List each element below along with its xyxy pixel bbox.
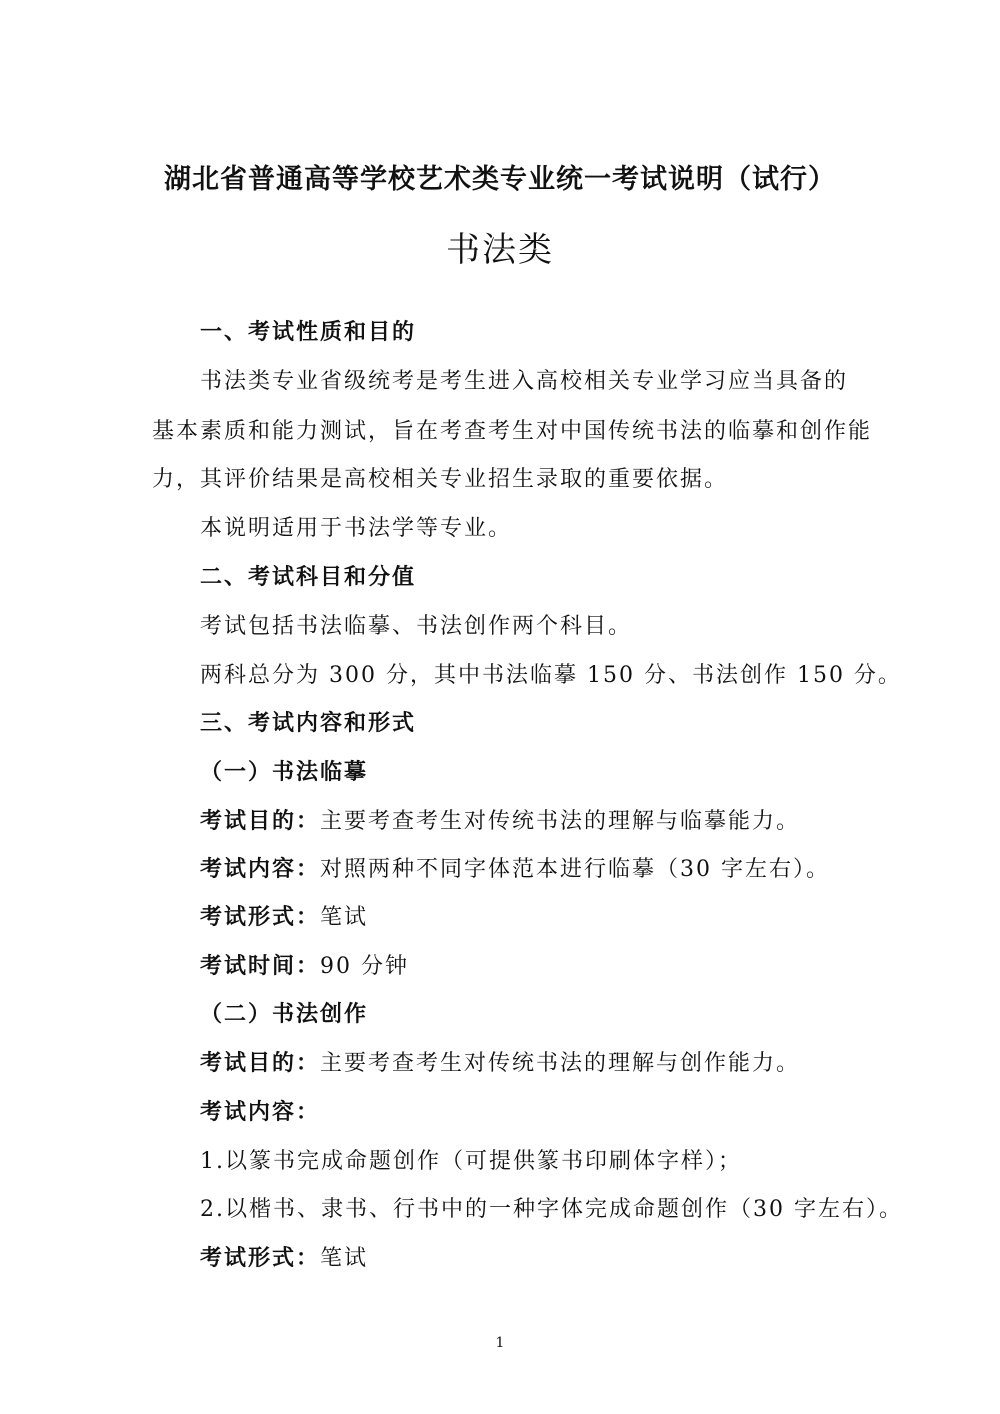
content-label: 考试内容： <box>200 857 321 882</box>
subsection-1-form <box>200 903 368 933</box>
purpose-value: 主要考查考生对传统书法的理解与临摹能力。 <box>320 809 801 834</box>
time-value: 90 分钟 <box>320 954 410 979</box>
page-number: 1 <box>495 1335 505 1351</box>
content-value: 对照两种不同字体范本进行临摹（30 字左右）。 <box>320 857 831 882</box>
subsection-2-heading: （二）书法创作 <box>200 1002 369 1027</box>
section-1-heading: 一、考试性质和目的 <box>200 320 417 345</box>
subsection-2-content-label: 考试内容： <box>200 1100 321 1125</box>
form-value: 笔试 <box>320 905 369 930</box>
form-value: 笔试 <box>320 1246 369 1271</box>
page-subtitle: 书法类 <box>446 230 554 270</box>
purpose-label: 考试目的： <box>200 809 321 834</box>
purpose-value: 主要考查考生对传统书法的理解与创作能力。 <box>320 1051 801 1076</box>
subsection-1-content <box>200 855 830 885</box>
section-1-paragraph-line: 基本素质和能力测试，旨在考查考生对中国传统书法的临摹和创作能 <box>152 419 873 444</box>
form-label: 考试形式： <box>200 905 321 930</box>
section-1-scope-paragraph: 本说明适用于书法学等专业。 <box>200 516 513 541</box>
purpose-label: 考试目的： <box>200 1051 321 1076</box>
subsection-2-content-item: 2.以楷书、隶书、行书中的一种字体完成命题创作（30 字左右）。 <box>200 1197 903 1222</box>
subsection-2-content-item: 1.以篆书完成命题创作（可提供篆书印刷体字样）； <box>200 1149 742 1174</box>
section-2-paragraph: 两科总分为 300 分，其中书法临摹 150 分、书法创作 150 分。 <box>200 663 902 688</box>
form-label: 考试形式： <box>200 1246 321 1271</box>
subsection-2-purpose <box>200 1049 800 1079</box>
subsection-1-purpose <box>200 807 800 837</box>
section-2-heading: 二、考试科目和分值 <box>200 565 417 590</box>
page-title: 湖北省普通高等学校艺术类专业统一考试说明（试行） <box>164 164 836 195</box>
time-label: 考试时间： <box>200 954 321 979</box>
section-3-heading: 三、考试内容和形式 <box>200 711 417 736</box>
section-2-paragraph: 考试包括书法临摹、书法创作两个科目。 <box>200 614 633 639</box>
subsection-1-heading: （一）书法临摹 <box>200 760 369 785</box>
section-1-paragraph-line: 力，其评价结果是高校相关专业招生录取的重要依据。 <box>152 467 729 492</box>
section-1-paragraph-line: 书法类专业省级统考是考生进入高校相关专业学习应当具备的 <box>200 369 849 394</box>
subsection-1-time <box>200 952 409 982</box>
subsection-2-form <box>200 1244 368 1274</box>
